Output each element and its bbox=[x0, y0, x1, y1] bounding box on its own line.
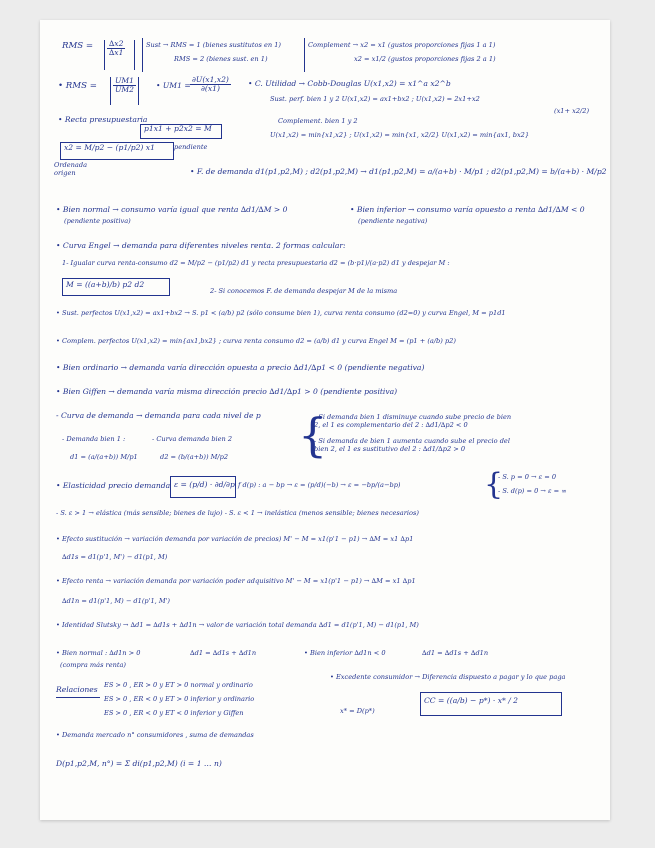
note-income-effect: • Efecto renta → variación demanda por variación poder adquisitivo M' − M = x1(p'1 − p1) → ∆M = x1 ∆p1 bbox=[56, 577, 416, 585]
note-um-fraction: $\frac{UM1}{UM2}$ bbox=[115, 76, 135, 94]
note-engel-result: M = ((a+b)/b) p2 d2 bbox=[66, 280, 145, 289]
note-giffen-good: • Bien Giffen → demanda varía misma dirección precio ∆d1/∆p1 > 0 (pendiente positiva) bbox=[56, 387, 398, 396]
note-price-elasticity: • Elasticidad precio demanda bbox=[56, 481, 171, 490]
brace-demand: { bbox=[298, 408, 328, 462]
note-normal-good: • Bien normal → consumo varía igual que renta ∆d1/∆M > 0 bbox=[56, 205, 288, 214]
relations-underline bbox=[56, 697, 100, 698]
note-surplus-xstar: x* = D(p*) bbox=[340, 707, 375, 715]
brace-elasticity: { bbox=[484, 467, 504, 502]
note-complement-utilities: U(x1,x2) = min{x1,x2} ; U(x1,x2) = min{x1, x2/2} U(x1,x2) = min{ax1, bx2} bbox=[270, 131, 530, 139]
note-engel-curve: • Curva Engel → demanda para diferentes niveles renta. 2 formas calcular: bbox=[56, 241, 346, 250]
note-normal-good-slope: (pendiente positiva) bbox=[64, 217, 131, 225]
note-normal-buys-more: (compra más renta) bbox=[60, 661, 127, 669]
note-demand-good1: - Demanda bien 1 : bbox=[62, 435, 126, 443]
note-budget-equation: p1x1 + p2x2 = M bbox=[144, 124, 212, 133]
note-budget-slope: x2 = M/p2 − (p1/p2) x1 bbox=[64, 143, 155, 152]
note-perfect-substitutes: • Sust. perfectos U(x1,x2) = ax1+bx2 → S. p1 < (a/b) p2 (sólo consume bien 1), curva renta consumo (d2=0) y curva Engel, M = p1d1 bbox=[56, 309, 506, 317]
note-inferior-slutsky: ∆d1 = ∆d1s + ∆d1n bbox=[422, 649, 489, 657]
note-demand-good2: - Curva demanda bien 2 bbox=[152, 435, 233, 443]
note-intercept-label: Ordenada origen bbox=[54, 161, 88, 177]
note-elasticity-formula: ε = (p/d) · ∂d/∂p bbox=[174, 480, 235, 489]
note-relation-giffen: ES > 0 , ER < 0 y ET < 0 inferior y Giffen bbox=[104, 709, 244, 717]
note-normal-slutsky: ∆d1 = ∆d1s + ∆d1n bbox=[190, 649, 257, 657]
note-complement-1: Complement → x2 = x1 (gustos proporciones fijas 1 a 1) bbox=[308, 41, 496, 49]
abs-bar-right-2 bbox=[138, 77, 139, 105]
note-rms-label: RMS = bbox=[62, 41, 94, 51]
note-budget-line-title: • Recta presupuestaria bbox=[58, 115, 148, 124]
note-complement-title: Complement. bien 1 y 2 bbox=[278, 117, 358, 125]
note-demand-function: • F. de demanda d1(p1,p2,M) ; d2(p1,p2,M) → d1(p1,p2,M) = a/(a+b) · M/p1 ; d2(p1,p2,M) = b/(a+b) · M/p2 bbox=[190, 167, 607, 176]
note-elasticity-inf: - S. d(p) = 0 → ε = ∞ bbox=[498, 487, 567, 495]
note-slutsky-identity: • Identidad Slutsky → ∆d1 = ∆d1s + ∆d1n → valor de variación total demanda ∆d1 = d1(p'1, M) − d1(p1, M) bbox=[56, 621, 419, 629]
note-substitution-delta: ∆d1s = d1(p'1, M') − d1(p1, M) bbox=[62, 553, 168, 561]
note-sust-rms1: Sust → RMS = 1 (bienes sustitutos en 1) bbox=[146, 41, 281, 49]
note-relation-normal: ES > 0 , ER > 0 y ET > 0 normal y ordinario bbox=[104, 681, 253, 689]
note-utility-cobb: • C. Utilidad → Cobb-Douglas U(x1,x2) = x1^a x2^b bbox=[248, 79, 451, 88]
abs-bar-right bbox=[134, 40, 135, 70]
note-utility-sust-b: (x1+ x2/2) bbox=[554, 107, 590, 115]
note-um1-label: • UM1 = bbox=[156, 81, 191, 90]
note-market-demand: • Demanda mercado n° consumidores , suma de demandas bbox=[56, 731, 254, 739]
note-sust-rms2: RMS = 2 (bienes sust. en 1) bbox=[174, 55, 268, 63]
abs-bar-left-2 bbox=[110, 77, 111, 105]
note-income-delta: ∆d1n = d1(p'1, M) − d1(p'1, M') bbox=[62, 597, 170, 605]
note-slope-label: pendiente bbox=[174, 143, 208, 151]
note-complementary-cross: - Si demanda bien 1 disminuye cuando sube precio de bien 2, el 1 es complementario del 2 : ∆d1/∆p2 < 0 bbox=[314, 413, 512, 429]
note-um1-fraction: $\frac{\partial U(x1,x2)}{\partial(x1)}$ bbox=[192, 75, 229, 93]
note-elasticity-zero: - S. p = 0 → ε = 0 bbox=[498, 473, 557, 481]
note-surplus-formula: CC = ((a/b) − p*) · x* / 2 bbox=[424, 696, 518, 705]
note-complement-2: x2 = x1/2 (gustos proporciones fijas 2 a 1) bbox=[354, 55, 496, 63]
note-inferior-good-slope: (pendiente negativa) bbox=[358, 217, 428, 225]
handwritten-notes-page bbox=[40, 20, 610, 820]
divider-bar bbox=[142, 38, 143, 72]
note-inferior-income-effect: • Bien inferior ∆d1n < 0 bbox=[304, 649, 386, 657]
note-perfect-complements: • Complem. perfectos U(x1,x2) = min{ax1,bx2} ; curva renta consumo d2 = (a/b) d1 y curva Engel M = (p1 + (a/b) p2) bbox=[56, 337, 456, 345]
note-utility-sust: Sust. perf. bien 1 y 2 U(x1,x2) = ax1+bx2 ; U(x1,x2) = 2x1+x2 bbox=[270, 95, 480, 103]
note-engel-method1: 1- Igualar curva renta-consumo d2 = M/p2 − (p1/p2) d1 y recta presupuestaria d2 = (b·p1)/(a·p2) d1 y despejar M : bbox=[62, 259, 450, 267]
note-relation-inferior-ordinary: ES > 0 , ER < 0 y ET > 0 inferior y ordinario bbox=[104, 695, 255, 703]
note-elastic-inelastic: - S. ε > 1 → elástica (más sensible; bienes de lujo) - S. ε < 1 → inelástica (menos sensible; bienes necesarios) bbox=[56, 509, 419, 517]
note-engel-method2: 2- Si conocemos F. de demanda despejar M de la misma bbox=[210, 287, 398, 295]
note-relations-title: Relaciones bbox=[56, 685, 98, 694]
note-consumer-surplus: • Excedente consumidor → Diferencia dispuesto a pagar y lo que paga bbox=[330, 673, 566, 681]
note-demand-good2-formula: d2 = (b/(a+b)) M/p2 bbox=[160, 453, 229, 461]
note-rms-fraction: $\frac{\Delta x2}{\Delta x1}$ bbox=[109, 39, 124, 57]
abs-bar-left bbox=[104, 40, 105, 70]
note-substitution-effect: • Efecto sustitución → variación demanda por variación de precios) M' − M = x1(p'1 − p1) → ∆M = x1 ∆p1 bbox=[56, 535, 414, 543]
note-demand-good1-formula: d1 = (a/(a+b)) M/p1 bbox=[70, 453, 138, 461]
note-demand-curve: - Curva de demanda → demanda para cada nivel de p bbox=[56, 411, 261, 420]
note-elasticity-linear: f d(p) : a − bp → ε = (p/d)(−b) → ε = −bp/(a−bp) bbox=[238, 481, 401, 489]
note-market-demand-formula: D(p1,p2,M, n°) = Σ di(p1,p2,M) (i = 1 … n) bbox=[56, 759, 222, 768]
note-inferior-good: • Bien inferior → consumo varía opuesto a renta ∆d1/∆M < 0 bbox=[350, 205, 585, 214]
note-rms2-label: • RMS = bbox=[58, 81, 97, 91]
divider-bar-2 bbox=[304, 38, 305, 72]
note-substitute-cross: - Si demanda de bien 1 aumenta cuando sube el precio del bien 2, el 1 es sustitutivo del 2 : ∆d1/∆p2 > 0 bbox=[314, 437, 510, 453]
note-ordinary-good: • Bien ordinario → demanda varía dirección opuesta a precio ∆d1/∆p1 < 0 (pendiente negativa) bbox=[56, 363, 425, 372]
note-normal-income-effect: • Bien normal : ∆d1n > 0 bbox=[56, 649, 141, 657]
